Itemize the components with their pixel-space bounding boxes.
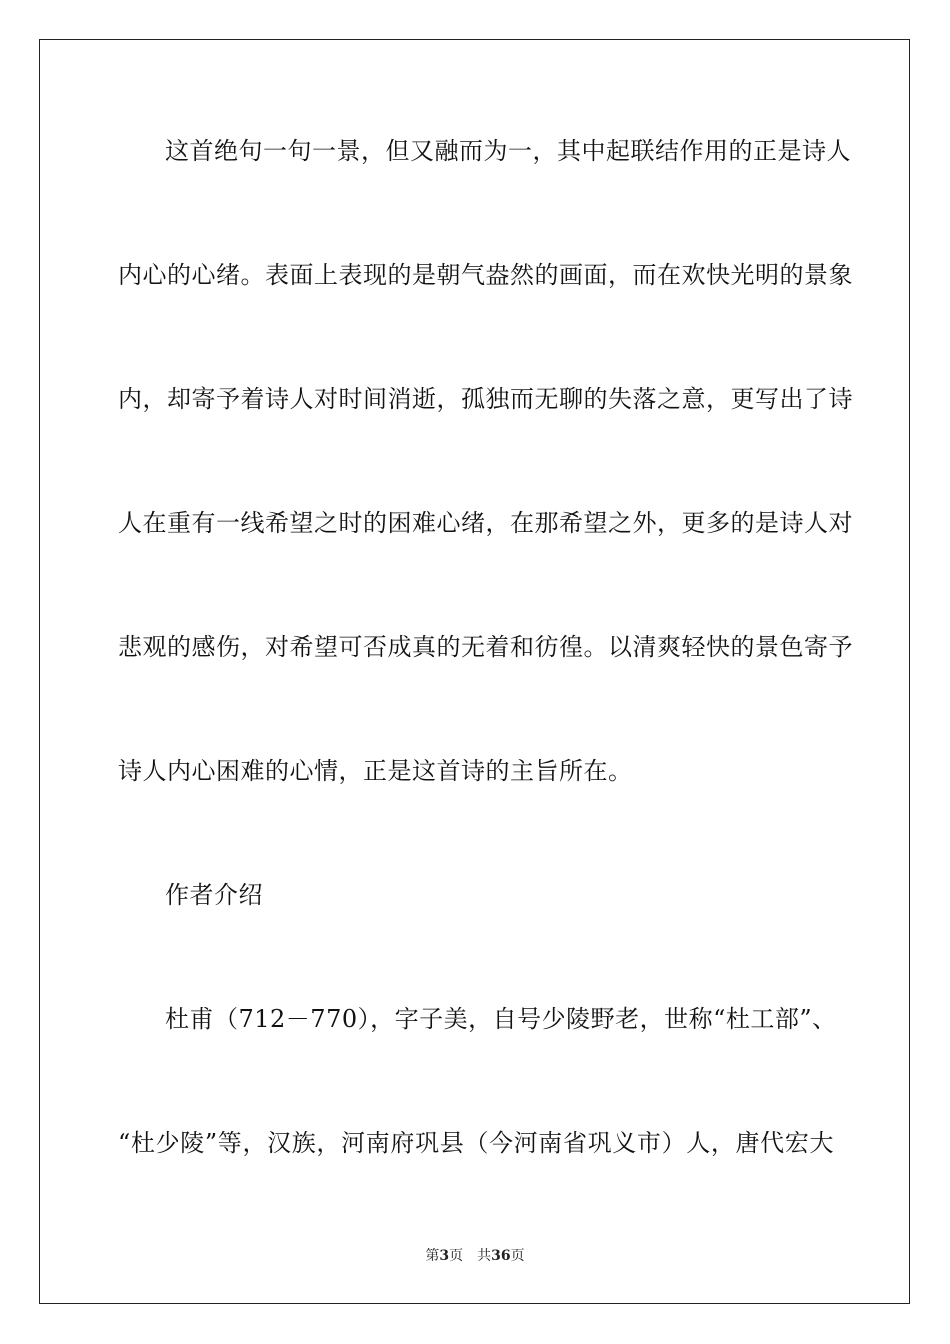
- page-suffix: 页: [449, 1248, 464, 1264]
- paragraph-1-line-2: 内心的心绪。表面上表现的是朝气盎然的画面，而在欢快光明的景象: [118, 261, 853, 289]
- paragraph-2-line-2: “杜少陵”等，汉族，河南府巩县（今河南省巩义市）人，唐代宏大: [118, 1129, 834, 1157]
- total-prefix: 共: [477, 1248, 492, 1264]
- page-border: [39, 39, 910, 1304]
- paragraph-2-line-1: 杜甫（712－770），字子美，自号少陵野老，世称“杜工部”、: [165, 1005, 837, 1033]
- paragraph-1-line-3: 内，却寄予着诗人对时间消逝，孤独而无聊的失落之意，更写出了诗: [118, 385, 853, 413]
- paragraph-1-line-4: 人在重有一线希望之时的困难心绪，在那希望之外，更多的是诗人对: [118, 509, 853, 537]
- total-suffix: 页: [510, 1248, 525, 1264]
- page-number: 3: [439, 1248, 450, 1264]
- section-heading: 作者介绍: [165, 881, 263, 909]
- total-pages: 36: [491, 1248, 511, 1264]
- paragraph-1-line-6: 诗人内心困难的心情，正是这首诗的主旨所在。: [118, 757, 633, 785]
- page-prefix: 第: [425, 1248, 440, 1264]
- page-footer: [0, 1247, 950, 1265]
- paragraph-1-line-5: 悲观的感伤，对希望可否成真的无着和彷徨。以清爽轻快的景色寄予: [118, 633, 853, 661]
- paragraph-1-line-1: 这首绝句一句一景，但又融而为一，其中起联结作用的正是诗人: [165, 137, 851, 165]
